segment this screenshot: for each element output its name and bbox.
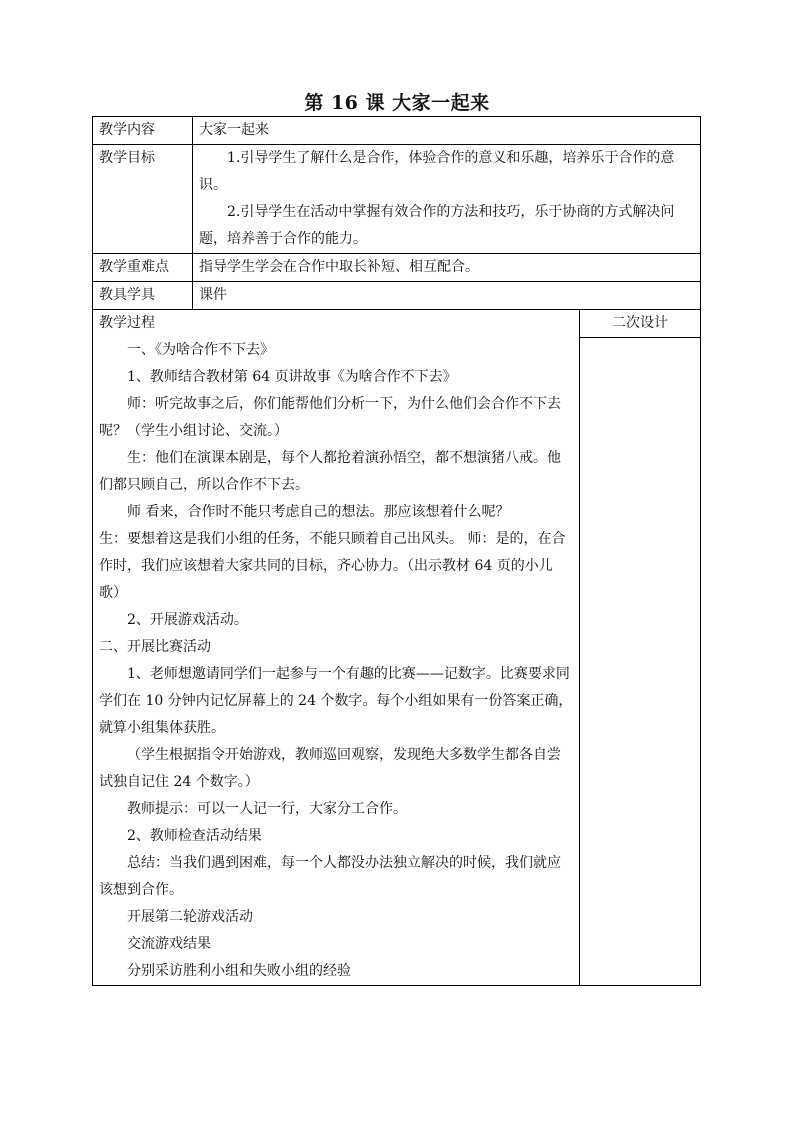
process-paragraph: 1、老师想邀请同学们一起参与一个有趣的比赛——记数字。比赛要求同学们在 10 分钟内记忆屏幕上的 24 个数字。每个小组如果有一份答案正确，就算小组集体获胜。: [99, 666, 573, 736]
goal-item: 2.引导学生在活动中掌握有效合作的方法和技巧，乐于协商的方式解决问题，培养善于合作的能力。: [199, 204, 675, 247]
process-paragraph: 师：听完故事之后，你们能帮他们分析一下，为什么他们会合作不下去呢？（学生小组讨论、交流。）: [99, 396, 561, 439]
process-paragraph: 开展第二轮游戏活动: [127, 909, 253, 925]
process-label: 教学过程: [99, 315, 155, 331]
label-goals: 教学目标: [93, 145, 193, 254]
process-paragraph: 总结：当我们遇到困难，每一个人都没办法独立解决的时候，我们就应该想到合作。: [99, 855, 561, 898]
process-paragraph: 分别采访胜利小组和失败小组的经验: [127, 963, 351, 979]
goal-item: 1.引导学生了解什么是合作，体验合作的意义和乐趣，培养乐于合作的意识。: [199, 150, 675, 193]
row-process: [93, 310, 701, 986]
process-paragraph: （学生根据指令开始游戏，教师巡回观察，发现绝大多数学生都各自尝试独自记住 24 个数字。）: [99, 747, 561, 790]
process-paragraph: 2、开展游戏活动。: [127, 612, 248, 628]
row-key-points: [93, 254, 701, 282]
row-tools: [93, 282, 701, 310]
process-paragraph: 交流游戏结果: [127, 936, 211, 952]
label-content: 教学内容: [93, 117, 193, 145]
process-paragraph: 一、《为啥合作不下去》: [127, 342, 274, 358]
value-goals: [193, 145, 701, 254]
lesson-plan-table: [92, 116, 701, 986]
lesson-title: 第 16 课 大家一起来: [304, 92, 490, 114]
secondary-design-label: 二次设计: [580, 310, 700, 338]
process-paragraph: 二、开展比赛活动: [99, 639, 211, 655]
row-content: [93, 117, 701, 145]
label-tools: 教具学具: [93, 282, 193, 310]
value-content: 大家一起来: [193, 117, 701, 145]
process-paragraph: 教师提示：可以一人记一行，大家分工合作。: [127, 801, 407, 817]
label-key-points: 教学重难点: [93, 254, 193, 282]
row-goals: [93, 145, 701, 254]
secondary-design-cell: [580, 310, 701, 986]
process-paragraph: 生：要想着这是我们小组的任务，不能只顾着自己出风头。 师：是的，在合作时，我们应该想着大家共同的目标，齐心协力。（出示教材 64 页的小儿歌）: [99, 531, 566, 601]
process-cell: [93, 310, 580, 986]
process-paragraph: 师 看来，合作时不能只考虑自己的想法。那应该想着什么呢？: [127, 504, 510, 520]
process-paragraph: 生：他们在演课本剧是，每个人都抢着演孙悟空，都不想演猪八戒。他们都只顾自己，所以合作不下去。: [99, 450, 561, 493]
value-key-points: 指导学生学会在合作中取长补短、相互配合。: [193, 254, 701, 282]
process-paragraph: 2、教师检查活动结果: [127, 828, 262, 844]
process-paragraph: 1、教师结合教材第 64 页讲故事《为啥合作不下去》: [127, 369, 457, 385]
value-tools: 课件: [193, 282, 701, 310]
